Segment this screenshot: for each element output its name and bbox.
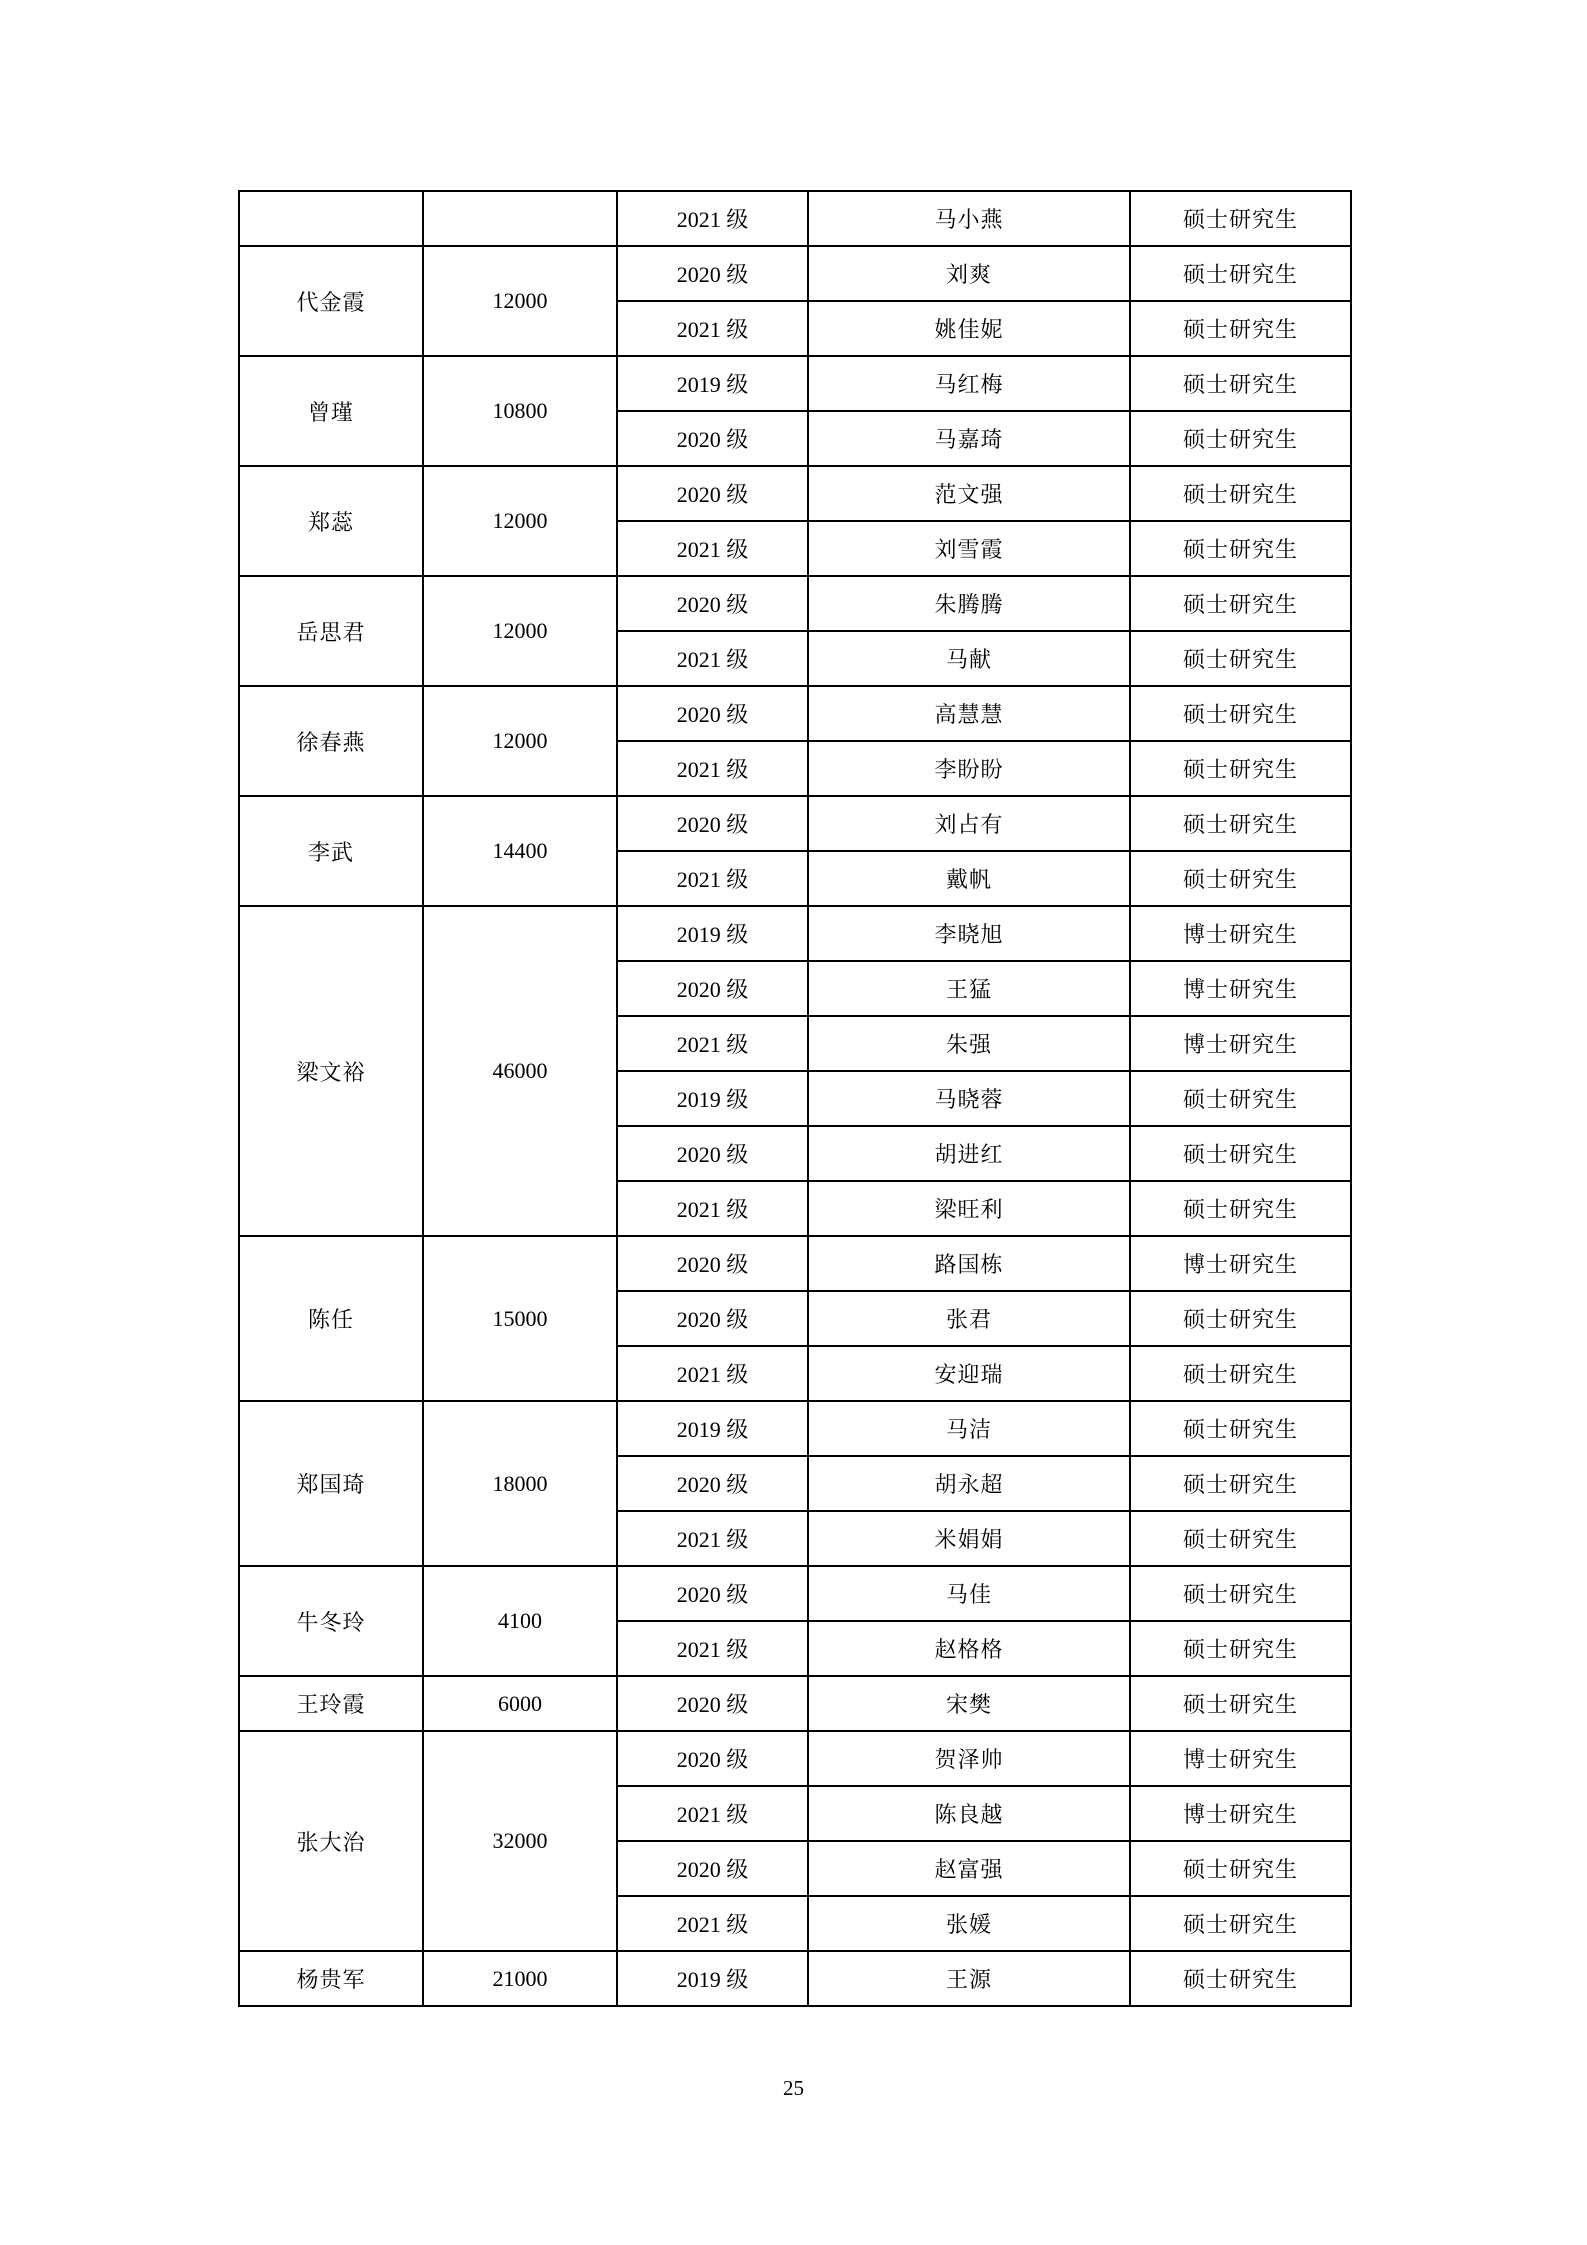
amount-cell: 6000 [423, 1676, 617, 1731]
advisor-name-cell: 岳思君 [239, 576, 423, 686]
advisor-name-cell: 曾瑾 [239, 356, 423, 466]
student-name-cell: 米娟娟 [808, 1511, 1130, 1566]
student-name-cell: 朱腾腾 [808, 576, 1130, 631]
student-name-cell: 朱强 [808, 1016, 1130, 1071]
page-number: 25 [783, 2076, 804, 2100]
student-type-cell: 硕士研究生 [1130, 1181, 1351, 1236]
grade-cell: 2021 级 [617, 1896, 808, 1951]
student-name-cell: 马洁 [808, 1401, 1130, 1456]
student-type-cell: 硕士研究生 [1130, 1676, 1351, 1731]
grade-cell: 2020 级 [617, 686, 808, 741]
student-type-cell: 硕士研究生 [1130, 521, 1351, 576]
amount-cell: 18000 [423, 1401, 617, 1566]
table-row [239, 576, 1351, 631]
grade-cell: 2020 级 [617, 1291, 808, 1346]
table-row [239, 246, 1351, 301]
student-name-cell: 戴帆 [808, 851, 1130, 906]
advisor-name-cell: 陈任 [239, 1236, 423, 1401]
student-name-cell: 张君 [808, 1291, 1130, 1346]
grade-cell: 2020 级 [617, 1456, 808, 1511]
grade-cell: 2021 级 [617, 1016, 808, 1071]
student-type-cell: 博士研究生 [1130, 906, 1351, 961]
student-name-cell: 马小燕 [808, 191, 1130, 246]
student-name-cell: 王猛 [808, 961, 1130, 1016]
advisor-name-cell: 徐春燕 [239, 686, 423, 796]
grade-cell: 2020 级 [617, 1676, 808, 1731]
grade-cell: 2019 级 [617, 1401, 808, 1456]
advisor-name-cell: 王玲霞 [239, 1676, 423, 1731]
stipend-table-body [239, 191, 1351, 2006]
grade-cell: 2020 级 [617, 466, 808, 521]
advisor-name-cell: 梁文裕 [239, 906, 423, 1236]
amount-cell: 12000 [423, 686, 617, 796]
student-type-cell: 硕士研究生 [1130, 1401, 1351, 1456]
student-type-cell: 硕士研究生 [1130, 1566, 1351, 1621]
student-type-cell: 硕士研究生 [1130, 1456, 1351, 1511]
advisor-name-cell: 郑蕊 [239, 466, 423, 576]
student-type-cell: 硕士研究生 [1130, 301, 1351, 356]
student-name-cell: 胡进红 [808, 1126, 1130, 1181]
student-name-cell: 张媛 [808, 1896, 1130, 1951]
student-type-cell: 硕士研究生 [1130, 1841, 1351, 1896]
student-name-cell: 路国栋 [808, 1236, 1130, 1291]
grade-cell: 2020 级 [617, 1236, 808, 1291]
table-row [239, 1951, 1351, 2006]
student-name-cell: 宋樊 [808, 1676, 1130, 1731]
student-name-cell: 李晓旭 [808, 906, 1130, 961]
grade-cell: 2020 级 [617, 246, 808, 301]
amount-cell: 12000 [423, 576, 617, 686]
student-name-cell: 姚佳妮 [808, 301, 1130, 356]
student-name-cell: 贺泽帅 [808, 1731, 1130, 1786]
advisor-name-cell: 郑国琦 [239, 1401, 423, 1566]
grade-cell: 2021 级 [617, 1786, 808, 1841]
student-type-cell: 硕士研究生 [1130, 466, 1351, 521]
student-type-cell: 硕士研究生 [1130, 246, 1351, 301]
student-name-cell: 马佳 [808, 1566, 1130, 1621]
student-name-cell: 李盼盼 [808, 741, 1130, 796]
student-type-cell: 硕士研究生 [1130, 576, 1351, 631]
student-type-cell: 博士研究生 [1130, 1016, 1351, 1071]
student-type-cell: 硕士研究生 [1130, 356, 1351, 411]
student-type-cell: 硕士研究生 [1130, 1126, 1351, 1181]
amount-cell: 12000 [423, 246, 617, 356]
grade-cell: 2020 级 [617, 796, 808, 851]
student-type-cell: 硕士研究生 [1130, 1896, 1351, 1951]
grade-cell: 2020 级 [617, 961, 808, 1016]
advisor-name-cell: 李武 [239, 796, 423, 906]
grade-cell: 2021 级 [617, 1346, 808, 1401]
student-type-cell: 博士研究生 [1130, 1731, 1351, 1786]
advisor-name-cell: 代金霞 [239, 246, 423, 356]
student-type-cell: 硕士研究生 [1130, 1951, 1351, 2006]
student-name-cell: 王源 [808, 1951, 1130, 2006]
student-type-cell: 硕士研究生 [1130, 1291, 1351, 1346]
student-name-cell: 胡永超 [808, 1456, 1130, 1511]
amount-cell [423, 191, 617, 246]
table-row [239, 1566, 1351, 1621]
grade-cell: 2019 级 [617, 906, 808, 961]
table-row [239, 1676, 1351, 1731]
student-name-cell: 赵格格 [808, 1621, 1130, 1676]
amount-cell: 14400 [423, 796, 617, 906]
table-row [239, 1401, 1351, 1456]
stipend-table [238, 190, 1352, 2007]
student-type-cell: 硕士研究生 [1130, 411, 1351, 466]
student-name-cell: 马晓蓉 [808, 1071, 1130, 1126]
student-type-cell: 博士研究生 [1130, 1236, 1351, 1291]
grade-cell: 2021 级 [617, 851, 808, 906]
amount-cell: 12000 [423, 466, 617, 576]
student-name-cell: 刘雪霞 [808, 521, 1130, 576]
grade-cell: 2021 级 [617, 1511, 808, 1566]
amount-cell: 32000 [423, 1731, 617, 1951]
grade-cell: 2020 级 [617, 1566, 808, 1621]
student-name-cell: 梁旺利 [808, 1181, 1130, 1236]
student-type-cell: 硕士研究生 [1130, 191, 1351, 246]
student-name-cell: 赵富强 [808, 1841, 1130, 1896]
student-type-cell: 硕士研究生 [1130, 796, 1351, 851]
grade-cell: 2021 级 [617, 521, 808, 576]
student-type-cell: 博士研究生 [1130, 961, 1351, 1016]
grade-cell: 2021 级 [617, 631, 808, 686]
grade-cell: 2019 级 [617, 1071, 808, 1126]
grade-cell: 2020 级 [617, 411, 808, 466]
student-type-cell: 博士研究生 [1130, 1786, 1351, 1841]
amount-cell: 46000 [423, 906, 617, 1236]
student-type-cell: 硕士研究生 [1130, 1511, 1351, 1566]
amount-cell: 21000 [423, 1951, 617, 2006]
student-name-cell: 刘爽 [808, 246, 1130, 301]
advisor-name-cell: 杨贵军 [239, 1951, 423, 2006]
student-type-cell: 硕士研究生 [1130, 686, 1351, 741]
student-name-cell: 马红梅 [808, 356, 1130, 411]
table-row [239, 796, 1351, 851]
table-row [239, 191, 1351, 246]
student-type-cell: 硕士研究生 [1130, 1346, 1351, 1401]
grade-cell: 2019 级 [617, 356, 808, 411]
grade-cell: 2020 级 [617, 576, 808, 631]
student-name-cell: 马献 [808, 631, 1130, 686]
student-name-cell: 范文强 [808, 466, 1130, 521]
student-name-cell: 刘占有 [808, 796, 1130, 851]
advisor-name-cell: 牛冬玲 [239, 1566, 423, 1676]
amount-cell: 15000 [423, 1236, 617, 1401]
student-type-cell: 硕士研究生 [1130, 1621, 1351, 1676]
grade-cell: 2019 级 [617, 1951, 808, 2006]
advisor-name-cell: 张大治 [239, 1731, 423, 1951]
student-type-cell: 硕士研究生 [1130, 631, 1351, 686]
student-type-cell: 硕士研究生 [1130, 1071, 1351, 1126]
student-type-cell: 硕士研究生 [1130, 851, 1351, 906]
advisor-name-cell [239, 191, 423, 246]
grade-cell: 2020 级 [617, 1841, 808, 1896]
grade-cell: 2021 级 [617, 191, 808, 246]
grade-cell: 2021 级 [617, 741, 808, 796]
student-type-cell: 硕士研究生 [1130, 741, 1351, 796]
table-row [239, 1731, 1351, 1786]
grade-cell: 2020 级 [617, 1126, 808, 1181]
grade-cell: 2020 级 [617, 1731, 808, 1786]
amount-cell: 4100 [423, 1566, 617, 1676]
grade-cell: 2021 级 [617, 301, 808, 356]
table-row [239, 906, 1351, 961]
grade-cell: 2021 级 [617, 1181, 808, 1236]
student-name-cell: 马嘉琦 [808, 411, 1130, 466]
student-name-cell: 安迎瑞 [808, 1346, 1130, 1401]
table-row [239, 356, 1351, 411]
table-row [239, 686, 1351, 741]
grade-cell: 2021 级 [617, 1621, 808, 1676]
table-row [239, 1236, 1351, 1291]
student-name-cell: 高慧慧 [808, 686, 1130, 741]
table-row [239, 466, 1351, 521]
amount-cell: 10800 [423, 356, 617, 466]
student-name-cell: 陈良越 [808, 1786, 1130, 1841]
